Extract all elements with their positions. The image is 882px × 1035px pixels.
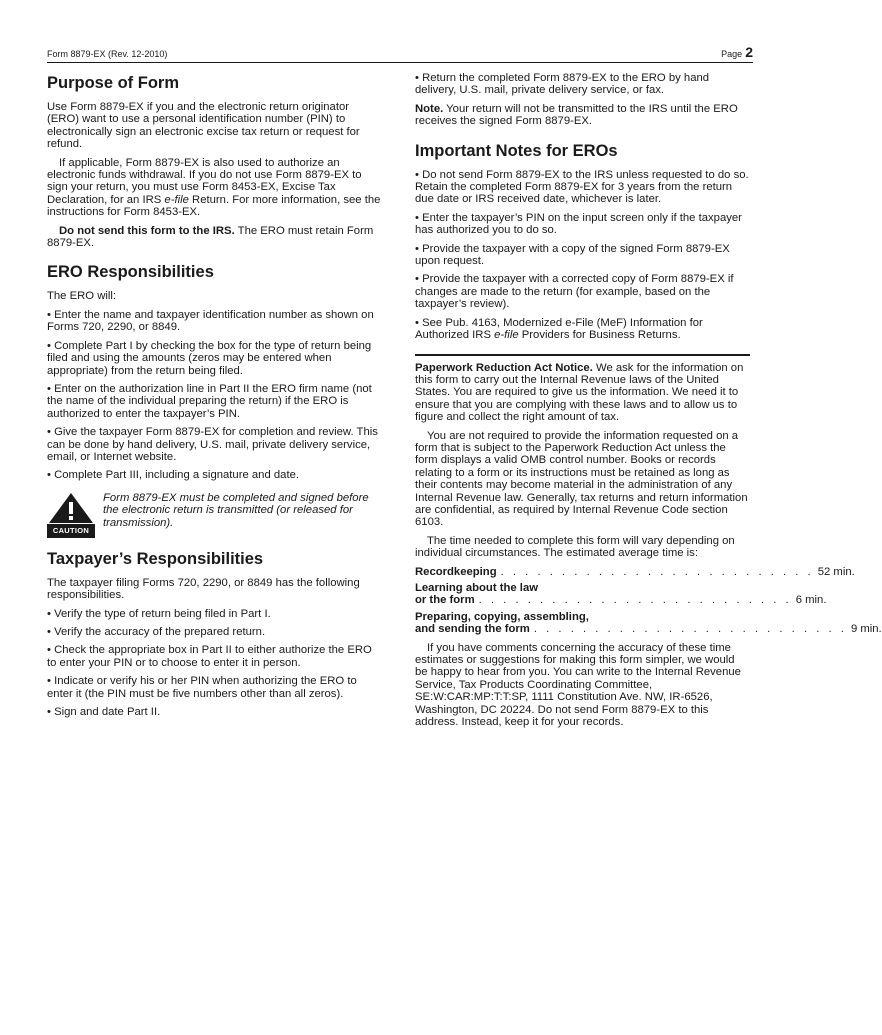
form-id: Form 8879-EX (Rev. 12-2010) [47,49,168,59]
time-estimates [415,565,882,636]
ero-bullet: • Enter the name and taxpayer identification number as shown on Forms 720, 2290, or 8849. [47,308,374,334]
pra-paragraph-4: If you have comments concerning the accuracy of these time estimates or suggestions for making this form simpler, we would be happy to hear from you. You can write to the Internal Revenue Service, Tax Products Coordinating Committee, SE:W:CAR:MP:T:T:SP, 1111 Constitution Ave. NW, IR-6526, Washington, DC 20224. Do not send Form 8879-EX to this address. Instead, keep it for your records. [415,641,741,729]
section-divider [415,354,750,356]
purpose-heading: Purpose of Form [47,74,180,92]
taxpayer-bullet: • Check the appropriate box in Part II to either authorize the ERO to enter your PIN or to choose to enter it in person. [47,644,372,669]
caution-text: Form 8879-EX must be completed and signed before the electronic return is transmitted (or released for transmission). [103,491,369,529]
ero-note-bullet: • Provide the taxpayer with a copy of the signed Form 8879-EX upon request. [415,242,730,268]
caution-box [47,492,382,536]
time-row-preparing: Preparing, copying, assembling, and sending the form . . . . . . . . . . . . . . . . . . . . . . . . . . 9 min. [415,610,882,636]
left-column [47,72,382,724]
ero-note-bullet: • Enter the taxpayer’s PIN on the input screen only if the taxpayer has authorized you to do so. [415,211,742,237]
ero-heading: ERO Responsibilities [47,263,214,282]
pra-paragraph-1: Paperwork Reduction Act Notice. We ask for the information on this form to carry out the Internal Revenue laws of the United States. You are required to give us the information. We need it to ensure that you are complying with these laws and to allow us to figure and collect the right amount of tax. [415,361,744,424]
taxpayer-heading: Taxpayer’s Responsibilities [47,549,264,568]
pra-paragraph-2: You are not required to provide the information requested on a form that is subject to the Paperwork Reduction Act unless the form displays a valid OMB control number. Books or records relating to a form or its instructions must be retained as long as their contents may become material in the administration of any Internal Revenue law. Generally, tax returns and return information are confidential, as required by Internal Revenue Code section 6103. [415,429,748,529]
taxpayer-bullet: • Sign and date Part II. [47,706,161,718]
ero-bullet: • Give the taxpayer Form 8879-EX for completion and review. This can be done by hand delivery, U.S. mail, private delivery service, email, or Internet website. [47,426,378,463]
right-column [415,72,882,734]
ero-note-bullet: • Do not send Form 8879-EX to the IRS unless requested to do so. Retain the completed Form 8879-EX for 3 years from the return due date or IRS received date, whichever is later. [415,168,749,206]
ero-bullet: • Complete Part III, including a signature and date. [47,469,300,482]
ero-note-bullet: • See Pub. 4163, Modernized e-File (MeF) Information for Authorized IRS e-file Providers for Business Returns. [415,316,703,342]
pra-paragraph-3: The time needed to complete this form will vary depending on individual circumstances. The estimated average time is: [415,534,735,560]
taxpayer-intro: The taxpayer filing Forms 720, 2290, or 8849 has the following responsibilities. [47,576,360,602]
taxpayer-bullet: • Indicate or verify his or her PIN when authorizing the ERO to enter it (the PIN must be five numbers other than all zeros). [47,675,357,700]
taxpayer-bullet: • Verify the accuracy of the prepared return. [47,625,266,638]
ero-bullet: • Enter on the authorization line in Part II the ERO firm name (not the name of the individual preparing the return) if the ERO is authorized to enter the taxpayer’s PIN. [47,382,372,420]
page-number: 2 [745,44,753,60]
return-bullet: • Return the completed Form 8879-EX to the ERO by hand delivery, U.S. mail, private delivery service, or fax. [415,72,710,97]
ero-intro: The ERO will: [47,290,117,303]
purpose-paragraph-2: If applicable, Form 8879-EX is also used to authorize an electronic funds withdrawal. If you do not use Form 8879-EX to sign your return, you must use Form 8453-EX, Excise Tax Declaration, for an IRS e-file Return. For more information, see the instructions for Form 8453-EX. [47,156,381,219]
page-label: Page [721,49,743,59]
caution-label: CAUTION [47,524,95,538]
time-row-learning: Learning about the law or the form . . . . . . . . . . . . . . . . . . . . . . . . . . 6 min. [415,582,827,607]
page-indicator [721,44,753,60]
caution-icon [47,492,95,536]
page-header [47,44,753,63]
note-paragraph: Note. Your return will not be transmitted to the IRS until the ERO receives the signed Form 8879-EX. [415,102,738,128]
time-row-recordkeeping: Recordkeeping . . . . . . . . . . . . . . . . . . . . . . . . . . 52 min. [415,565,855,578]
taxpayer-bullet: • Verify the type of return being filed in Part I. [47,607,271,620]
ero-notes-heading: Important Notes for EROs [415,141,618,160]
purpose-paragraph-1: Use Form 8879-EX if you and the electronic return originator (ERO) want to use a personal identification number (PIN) to electronically sign an electronic excise tax return or request for refund. [47,101,360,151]
purpose-paragraph-3: Do not send this form to the IRS. The ERO must retain Form 8879-EX. [47,224,374,250]
ero-bullet: • Complete Part I by checking the box for the type of return being filed and using the amounts (zeros may be entered when appropriate) from the return being filed. [47,339,372,377]
ero-note-bullet: • Provide the taxpayer with a corrected copy of Form 8879-EX if changes are made to the return (for example, based on the taxpayer’s review). [415,273,734,311]
